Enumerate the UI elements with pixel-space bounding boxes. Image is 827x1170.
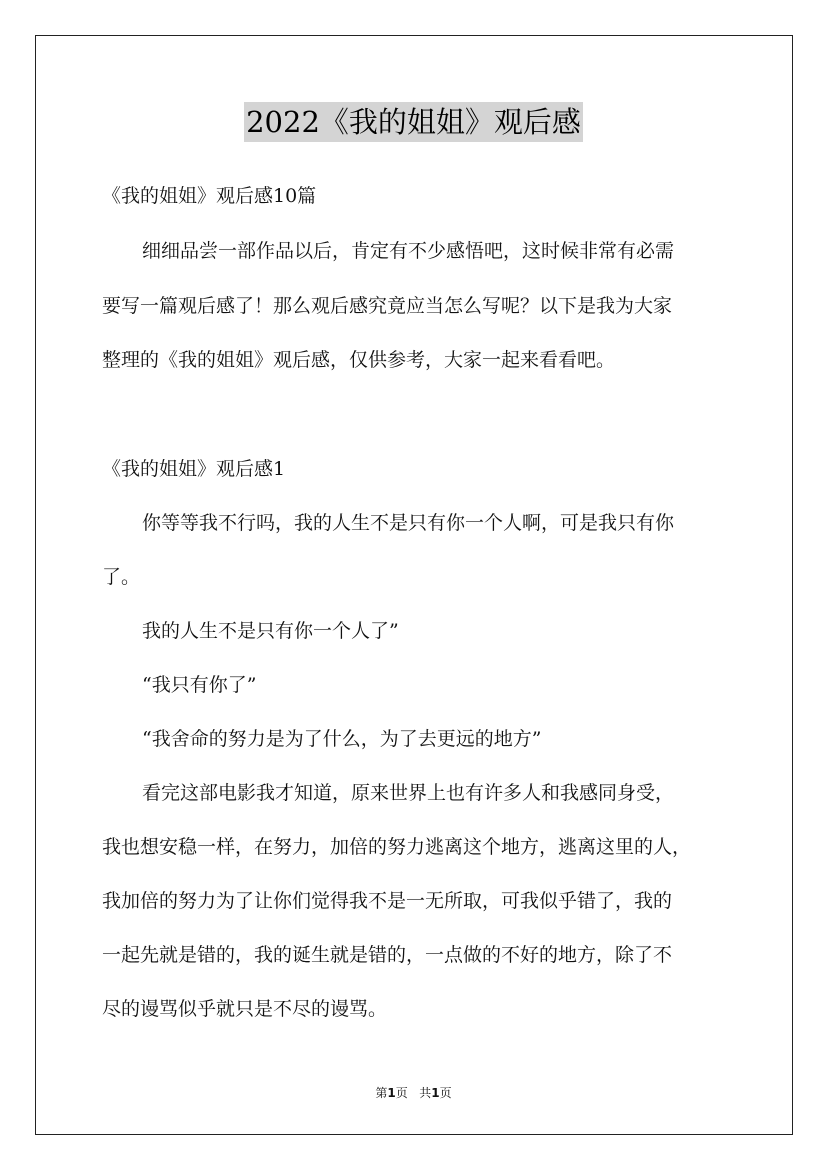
- footer-total-prefix: 共: [419, 1086, 432, 1100]
- section-heading: 《我的姐姐》观后感1: [102, 458, 286, 480]
- footer-page-number: 1: [387, 1086, 396, 1100]
- document-title-container: [0, 102, 827, 142]
- body-line-10: 尽的谩骂似乎就只是不尽的谩骂。: [102, 998, 388, 1020]
- document-title: 2022《我的姐姐》观后感: [244, 102, 583, 142]
- body-line-4: “我只有你了”: [142, 674, 257, 696]
- body-line-7: 我也想安稳一样，在努力，加倍的努力逃离这个地方，逃离这里的人，: [102, 836, 692, 858]
- body-line-2: 了。: [102, 566, 141, 588]
- document-subtitle: 《我的姐姐》观后感10篇: [102, 185, 317, 207]
- body-line-6: 看完这部电影我才知道，原来世界上也有许多人和我感同身受，: [142, 782, 675, 804]
- intro-line-1: 细细品尝一部作品以后，肯定有不少感悟吧，这时候非常有必需: [142, 240, 675, 262]
- body-line-8: 我加倍的努力为了让你们觉得我不是一无所取，可我似乎错了，我的: [102, 890, 673, 912]
- footer-total-pages: 1: [431, 1086, 440, 1100]
- body-line-3: 我的人生不是只有你一个人了”: [142, 620, 399, 642]
- body-line-9: 一起先就是错的，我的诞生就是错的，一点做的不好的地方，除了不: [102, 944, 673, 966]
- intro-line-3: 整理的《我的姐姐》观后感，仅供参考，大家一起来看看吧。: [102, 349, 616, 371]
- footer-total-suffix: 页: [439, 1086, 452, 1100]
- footer-page-prefix: 第: [375, 1086, 388, 1100]
- intro-line-2: 要写一篇观后感了！那么观后感究竟应当怎么写呢？以下是我为大家: [102, 295, 673, 317]
- body-line-1: 你等等我不行吗，我的人生不是只有你一个人啊，可是我只有你: [142, 512, 675, 534]
- body-line-5: “我舍命的努力是为了什么，为了去更远的地方”: [142, 728, 542, 750]
- footer-page-suffix: 页: [395, 1086, 408, 1100]
- page-footer: [0, 1084, 827, 1101]
